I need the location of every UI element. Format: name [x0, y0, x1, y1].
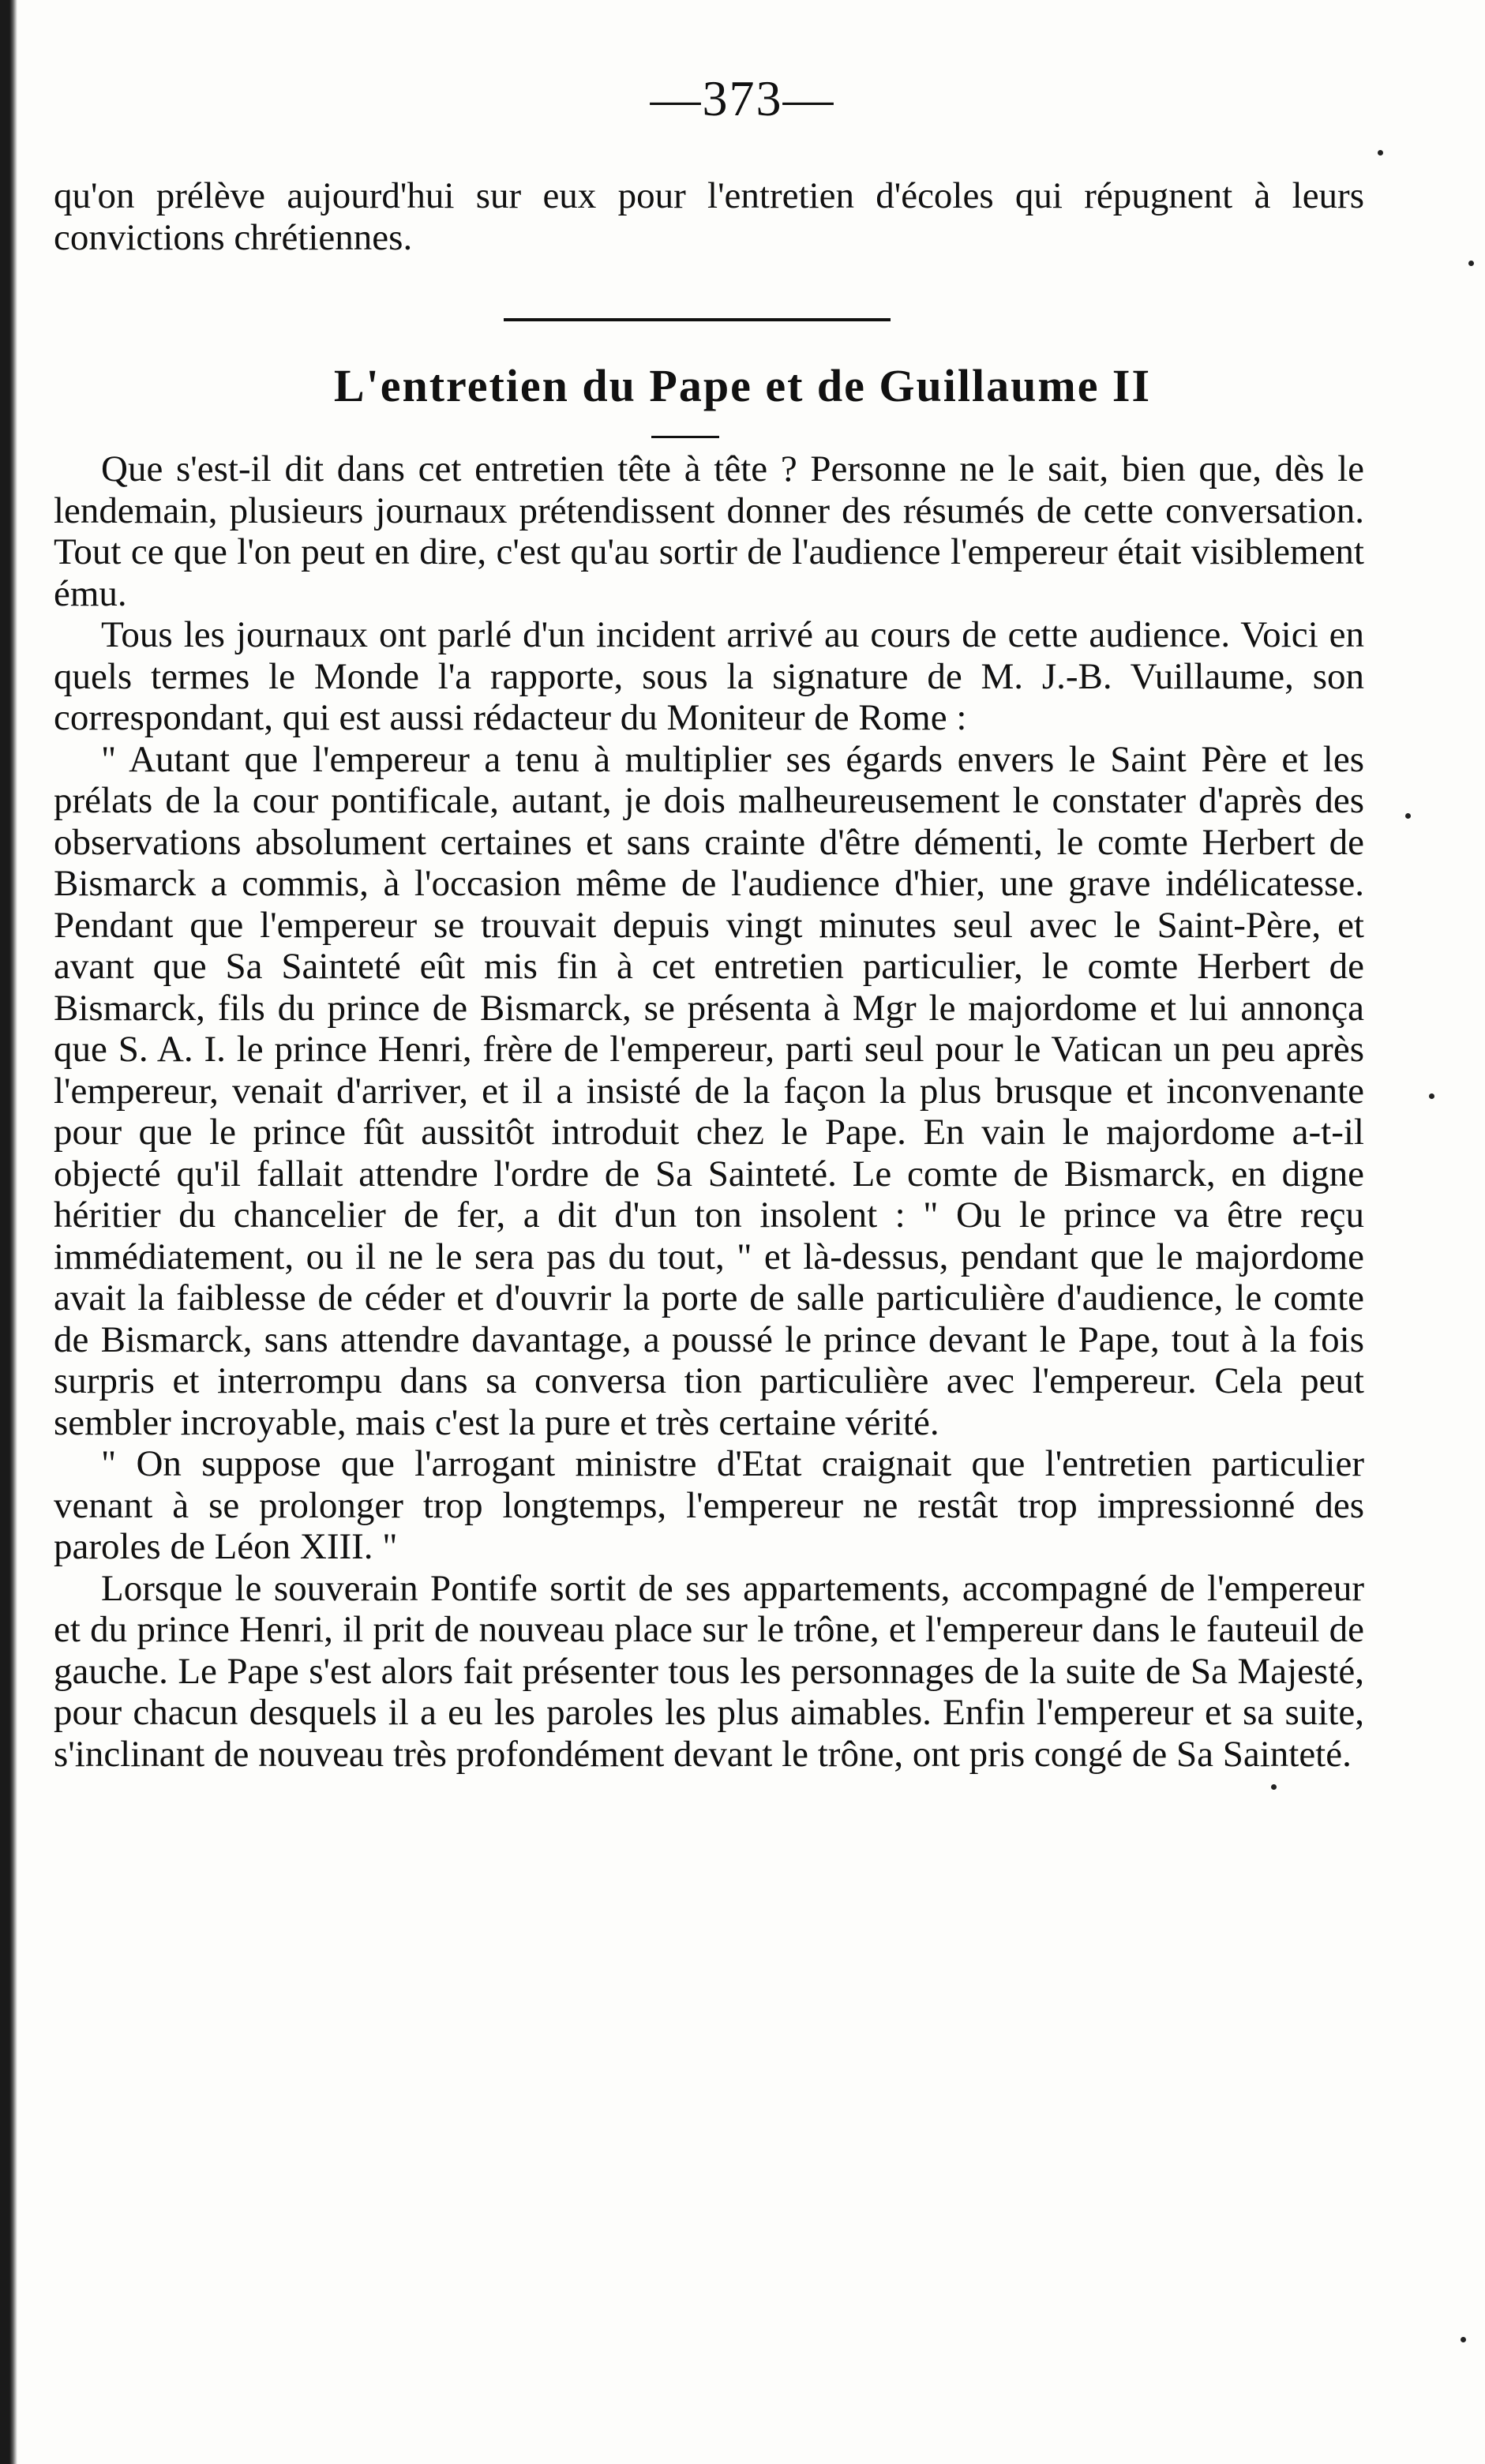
continuation-text: qu'on prélève aujourd'hui sur eux pour l'entretien d'écoles qui répugnent à leurs convictions chrétiennes. — [54, 175, 1364, 258]
paragraph-quote-supposition: " On suppose que l'arrogant ministre d'Etat craignait que l'entretien particulier venant à se prolonger trop longtemps, l'empereur ne restât trop impressionné des paroles de Léon XIII. " — [54, 1443, 1364, 1567]
paragraph-intro: Que s'est-il dit dans cet entretien tête à tête ? Personne ne le sait, bien que, dès le lendemain, plusieurs journaux prétendissent donner des résumés de cette conversation. Tout ce que l'on peut en dire, c'est qu'au sortir de l'audience l'empereur était visiblement ému. — [54, 448, 1364, 614]
article-headline: L'entretien du Pape et de Guillaume II — [333, 360, 1152, 411]
paragraph-quote-report: " Autant que l'empereur a tenu à multiplier ses égards envers le Saint Père et les prélats de la cour pontificale, autant, je dois malheureusement le constater d'après des observations absolument certaines et sans crainte d'être démenti, le comte Herbert de Bismarck a commis, à l'occasion même de l'audience d'hier, une grave indélicatesse. Pendant que l'empereur se trouvait depuis vingt minutes seul avec le Saint-Père, et avant que Sa Sainteté eût mis fin à cet entretien particulier, le comte Herbert de Bismarck, fils du prince de Bismarck, se présenta à Mgr le majordome et lui annonça que S. A. I. le prince Henri, frère de l'empereur, parti seul pour le Vatican un peu après l'empereur, venait d'arriver, et il a insisté de la façon la plus brusque et inconvenante pour que le prince fût aussitôt introduit chez le Pape. En vain le majordome a-t-il objecté qu'il fallait attendre l'ordre de Sa Sainteté. Le comte de Bismarck, en digne héritier du chancelier de fer, a dit d'un ton insolent : " Ou le prince va être reçu immédiatement, ou il ne le sera pas du tout, " et là-dessus, pendant que le majordome avait la faiblesse de céder et d'ouvrir la porte de salle particulière d'audience, le comte de Bismarck, sans attendre davantage, a poussé le prince devant le Pape, tout à la fois surpris et interrompu dans sa conversa tion particulière avec l'empereur. Cela peut sembler incroyable, mais c'est la pure et très certaine vérité. — [54, 738, 1364, 1443]
print-speck — [1271, 1784, 1277, 1790]
page-number: —373— — [650, 70, 835, 126]
continuation-block — [54, 175, 1364, 258]
print-speck — [1378, 150, 1383, 156]
article-body — [54, 448, 1364, 1775]
paragraph-incident: Tous les journaux ont parlé d'un incident arrivé au cours de cette audience. Voici en quels termes le Monde l'a rapporte, sous la signature de M. J.-B. Vuillaume, son correspondant, qui est aussi rédacteur du Moniteur de Rome : — [54, 614, 1364, 738]
print-speck — [1461, 2337, 1466, 2342]
print-speck — [1429, 1093, 1434, 1099]
print-speck — [1405, 813, 1411, 819]
headline-underline — [651, 436, 719, 438]
section-divider — [504, 318, 891, 321]
print-speck — [1468, 261, 1474, 266]
paragraph-conclusion: Lorsque le souverain Pontife sortit de ses appartements, accompagné de l'empereur et du prince Henri, il prit de nouveau place sur le trône, et l'empereur dans le fauteuil de gauche. Le Pape s'est alors fait présenter tous les personnages de la suite de Sa Majesté, pour chacun desquels il a eu les paroles les plus aimables. Enfin l'empereur et sa suite, s'inclinant de nouveau très profondément devant le trône, ont pris congé de Sa Sainteté. — [54, 1567, 1364, 1775]
